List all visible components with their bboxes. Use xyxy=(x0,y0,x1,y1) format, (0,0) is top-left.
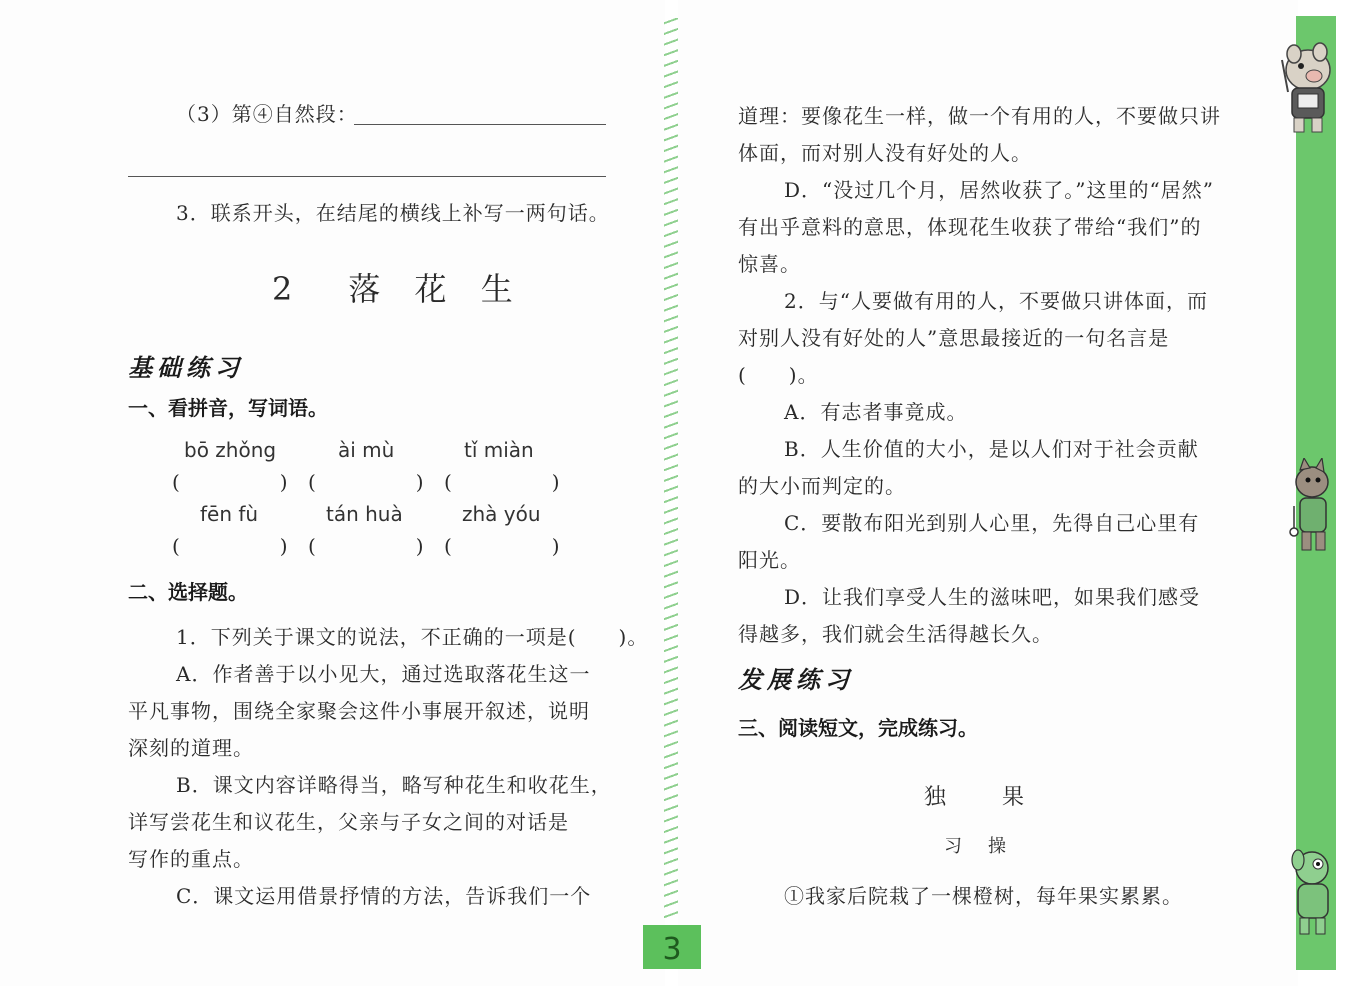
answer-box-5[interactable]: ( ) xyxy=(308,534,424,558)
q3-label: （3）第④自然段： xyxy=(176,102,358,126)
passage-paragraph-1: ①我家后院栽了一棵橙树，每年果实累累。 xyxy=(784,884,1183,908)
passage-author: 习 操 xyxy=(944,836,1010,857)
q2-option-d-line-1: D．让我们享受人生的滋味吧，如果我们感受 xyxy=(784,585,1201,609)
q2-option-c-line-1: C．要散布阳光到别人心里，先得自己心里有 xyxy=(784,511,1200,535)
answer-line-2[interactable] xyxy=(128,176,606,177)
pinyin-6: zhà yóu xyxy=(462,502,541,526)
page-fold-divider xyxy=(664,18,678,918)
pinyin-2: ài mù xyxy=(338,438,395,462)
option-a-line-2: 平凡事物，围绕全家聚会这件小事展开叙述，说明 xyxy=(128,699,590,723)
question-2-line-1: 2．与“人要做有用的人，不要做只讲体面，而 xyxy=(784,289,1208,313)
answer-box-4[interactable]: ( ) xyxy=(172,534,288,558)
part-2-title: 二、选择题。 xyxy=(128,580,248,604)
option-c-line-3: 体面，而对别人没有好处的人。 xyxy=(738,141,1032,165)
q2-option-b-line-1: B．人生价值的大小，是以人们对于社会贡献 xyxy=(784,437,1199,461)
pinyin-4: fēn fù xyxy=(200,502,259,526)
pinyin-5: tán huà xyxy=(326,502,403,526)
part-3-title: 三、阅读短文，完成练习。 xyxy=(738,716,978,740)
option-a-line-3: 深刻的道理。 xyxy=(128,736,254,760)
part-1-title: 一、看拼音，写词语。 xyxy=(128,396,328,420)
option-a-line-1: A．作者善于以小见大，通过选取落花生这一 xyxy=(176,662,591,686)
option-c-line-2: 道理：要像花生一样，做一个有用的人，不要做只讲 xyxy=(738,104,1221,128)
question-2-line-2: 对别人没有好处的人”意思最接近的一句名言是 xyxy=(738,326,1170,350)
dog-mascot-icon xyxy=(1282,842,1340,942)
section-basic-practice: 基础练习 xyxy=(128,354,244,382)
wolf-mascot-icon xyxy=(1280,458,1340,558)
question-1: 1．下列关于课文的说法，不正确的一项是( )。 xyxy=(176,625,649,649)
option-b-line-2: 详写尝花生和议花生，父亲与子女之间的对话是 xyxy=(128,810,569,834)
lesson-title: 2 落 花 生 xyxy=(272,270,525,308)
page-number: 3 xyxy=(643,925,701,969)
option-c-line-1: C．课文运用借景抒情的方法，告诉我们一个 xyxy=(176,884,592,908)
q2-option-b-line-2: 的大小而判定的。 xyxy=(738,474,906,498)
answer-box-6[interactable]: ( ) xyxy=(444,534,560,558)
option-d-line-1: D．“没过几个月，居然收获了。”这里的“居然” xyxy=(784,178,1214,202)
pig-mascot-icon xyxy=(1274,40,1340,136)
passage-title: 独 果 xyxy=(924,785,1029,810)
pinyin-3: tǐ miàn xyxy=(464,438,534,462)
pinyin-1: bō zhǒng xyxy=(184,438,277,462)
option-b-line-3: 写作的重点。 xyxy=(128,847,254,871)
option-b-line-1: B．课文内容详略得当，略写种花生和收花生， xyxy=(176,773,612,797)
answer-box-2[interactable]: ( ) xyxy=(308,470,424,494)
option-d-line-2: 有出乎意料的意思，体现花生收获了带给“我们”的 xyxy=(738,215,1202,239)
q2-option-d-line-2: 得越多，我们就会生活得越长久。 xyxy=(738,622,1053,646)
option-d-line-3: 惊喜。 xyxy=(738,252,801,276)
answer-box-3[interactable]: ( ) xyxy=(444,470,560,494)
task-3: 3．联系开头，在结尾的横线上补写一两句话。 xyxy=(176,201,610,225)
answer-line-1[interactable] xyxy=(354,124,606,125)
section-development-practice: 发展练习 xyxy=(738,666,854,694)
q2-option-c-line-2: 阳光。 xyxy=(738,548,801,572)
question-2-line-3: ( )。 xyxy=(738,363,819,387)
q2-option-a: A．有志者事竟成。 xyxy=(784,400,968,424)
answer-box-1[interactable]: ( ) xyxy=(172,470,288,494)
